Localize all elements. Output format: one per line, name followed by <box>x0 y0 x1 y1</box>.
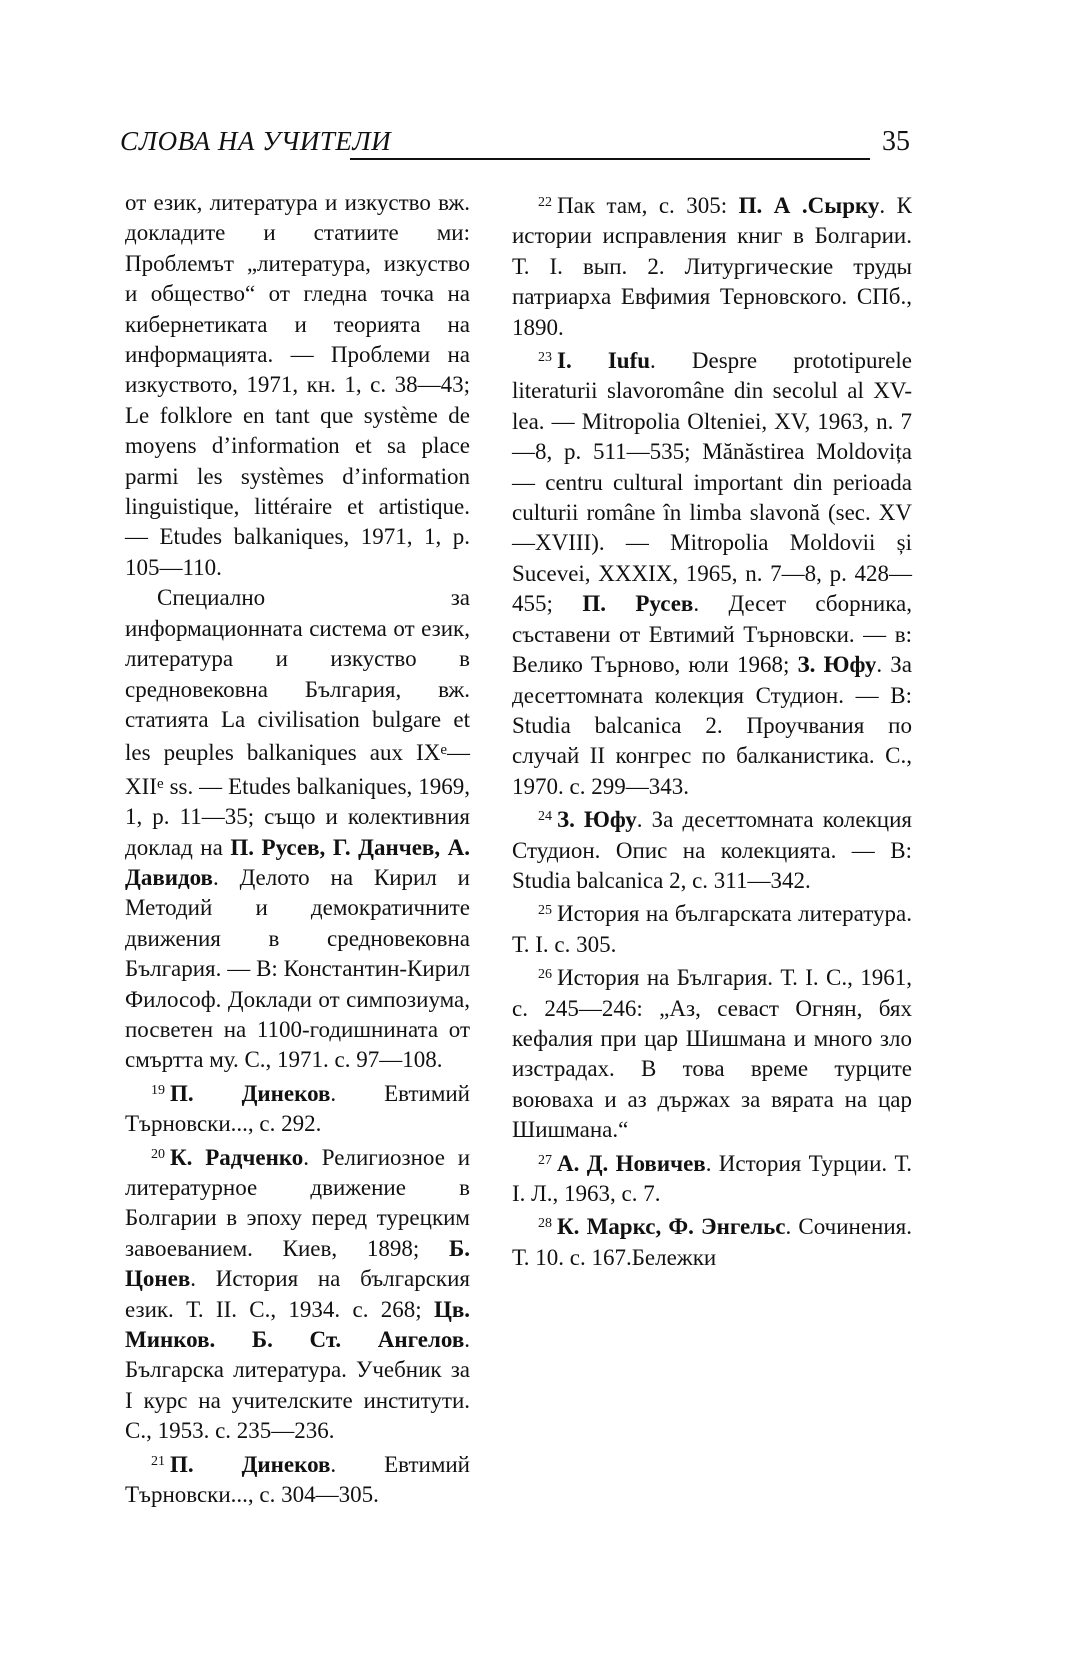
footnote-number: 26 <box>538 967 552 983</box>
footnote-text: . К истории исправления книг в Болгарии. Т. I. вып. 2. Литургические труды патриарха Евфимия Терновского. СПб., 1890. <box>512 193 913 340</box>
running-head-rule <box>350 158 870 160</box>
author-name: Цв. Минков. Б. Ст. Ангелов <box>125 1296 470 1353</box>
footnote-text: . Евтимий Търновски..., с. 304—305. <box>125 1451 470 1508</box>
footnote-number: 21 <box>151 1453 165 1469</box>
page-number: 35 <box>882 126 910 157</box>
author-name: П. Русев <box>582 591 694 617</box>
author-name: З. Юфу <box>557 807 637 833</box>
footnote-text: . За десеттомната колекция Студион. — В: Studia balcanica 2. Проучвания по случай II конгрес по балканистика. С., 1970. с. 299—343. <box>512 652 912 799</box>
footnote-number: 19 <box>151 1082 165 1098</box>
author-name: П. Динеков <box>170 1451 331 1477</box>
footnote-21 <box>125 1447 470 1511</box>
left-column <box>125 188 470 1510</box>
footnote-text: История на българската литература. Т. I. с. 305. <box>512 901 912 957</box>
paragraph-text: . Делото на Кирил и Методий и демократичните движения в средновековна България. — В: Константин-Кирил Философ. Доклади от симпозиума, посветен на 1100-годишнината от смъртта му. С., 1971. с. 97—108. <box>125 864 470 1073</box>
footnote-number: 22 <box>538 195 552 210</box>
author-name: П. Динеков <box>170 1080 331 1106</box>
footnote-text: История на България. Т. I. С., 1961, с. 245—246: „Аз, севаст Огнян, бях кефалия при цар Шишмана и много зло изстрадах. В това време турците воюваха и аз държах за вярата на цар Шишмана.“ <box>512 965 912 1143</box>
author-name: А. Д. Новичев <box>557 1150 706 1176</box>
footnote-26 <box>512 960 912 1145</box>
footnote-text: . Despre prototipurele literaturii slavoromâne din secolul al XV-lea. — Mitropolia Olteniei, XV, 1963, n. 7—8, p. 511—535; Mănăstirea Moldovița — centru cultural important din perioada culturii române în limba slavonă (sec. XV—XVIII). — Mitropolia Moldovii și Sucevei, XXXIX, 1965, n. 7—8, p. 428—455; <box>512 348 912 617</box>
footnote-24 <box>512 802 912 896</box>
footnote-text: . Десет сборника, съставени от Евтимий Търновски. — в: Велико Търново, юли 1968; <box>512 591 912 678</box>
footnote-text: . История Турции. Т. I. Л., 1963, с. 7. <box>512 1150 912 1206</box>
footnote-27 <box>512 1146 912 1210</box>
footnote-text: . Сочинения. Т. 10. с. 167.Бележки <box>512 1214 913 1270</box>
footnote-22 <box>512 188 912 343</box>
footnote-23 <box>512 343 912 802</box>
right-column <box>512 188 912 1273</box>
author-name: З. Юфу <box>797 652 877 678</box>
footnote-number: 27 <box>538 1152 552 1168</box>
paragraph-text: ss. — Etudes balkaniques, 1969, 1, p. 11—35; също и колективния доклад на <box>125 773 470 860</box>
footnote-number: 25 <box>538 903 552 919</box>
running-head <box>120 126 910 166</box>
author-name: К. Маркс, Ф. Энгельс <box>557 1214 786 1240</box>
footnote-20 <box>125 1140 470 1447</box>
paragraph-continuation <box>125 188 470 583</box>
footnote-text: Пак там, с. 305: <box>557 193 739 218</box>
footnote-text: . Евтимий Търновски..., с. 292. <box>125 1080 470 1137</box>
paragraph-text: Специално за информационната система от език, литература и изкуство в средновековна България, вж. статията La civilisation bulgare et les peuples balkaniques aux IX <box>125 585 470 766</box>
paragraph-text: —XII <box>125 740 470 799</box>
author-name: I. Iufu <box>557 348 651 374</box>
footnote-number: 28 <box>538 1216 552 1232</box>
paragraph-text: от език, литература и изкуство вж. докладите и статиите ми: Проблемът „литература, изкуство и общество“ от гледна точка на кибернетиката и теорията на информацията. — Проблеми на изкуството, 1971, кн. 1, с. 38—43; Le folklore en tant que système de moyens d’information et sa place parmi les systèmes d’information linguistique, littéraire et artistique. — Etudes balkaniques, 1971, 1, p. 105—110. <box>125 190 470 580</box>
superscript: e <box>440 742 447 759</box>
footnote-19 <box>125 1076 470 1140</box>
footnote-text: . Религиозное и литературное движение в Болгарии в эпоху перед турецким завоеванием. Киев, 1898; <box>125 1144 471 1261</box>
running-head-title: СЛОВА НА УЧИТЕЛИ <box>120 126 392 156</box>
footnote-number: 24 <box>538 809 552 825</box>
footnote-28 <box>512 1209 912 1273</box>
footnote-25 <box>512 896 912 960</box>
footnote-number: 20 <box>151 1146 165 1162</box>
author-name: К. Радченко <box>170 1144 304 1170</box>
author-names: П. Русев, Г. Данчев, А. Давидов <box>125 834 470 890</box>
footnote-text: . Българска литература. Учебник за I курс на учителските институти. С., 1953. с. 235—236. <box>125 1327 470 1444</box>
paragraph <box>125 583 470 1076</box>
superscript: e <box>156 775 164 792</box>
footnote-text: . История на българския език. Т. II. С., 1934. с. 268; <box>125 1266 470 1322</box>
author-name: Б. Цонев <box>125 1235 470 1292</box>
footnote-text: . За десеттомната колекция Студион. Опис на колекцията. — В: Studia balcanica 2, с. 311—342. <box>512 807 912 893</box>
author-name: П. А .Сырку <box>738 193 880 218</box>
footnote-number: 23 <box>538 350 552 366</box>
